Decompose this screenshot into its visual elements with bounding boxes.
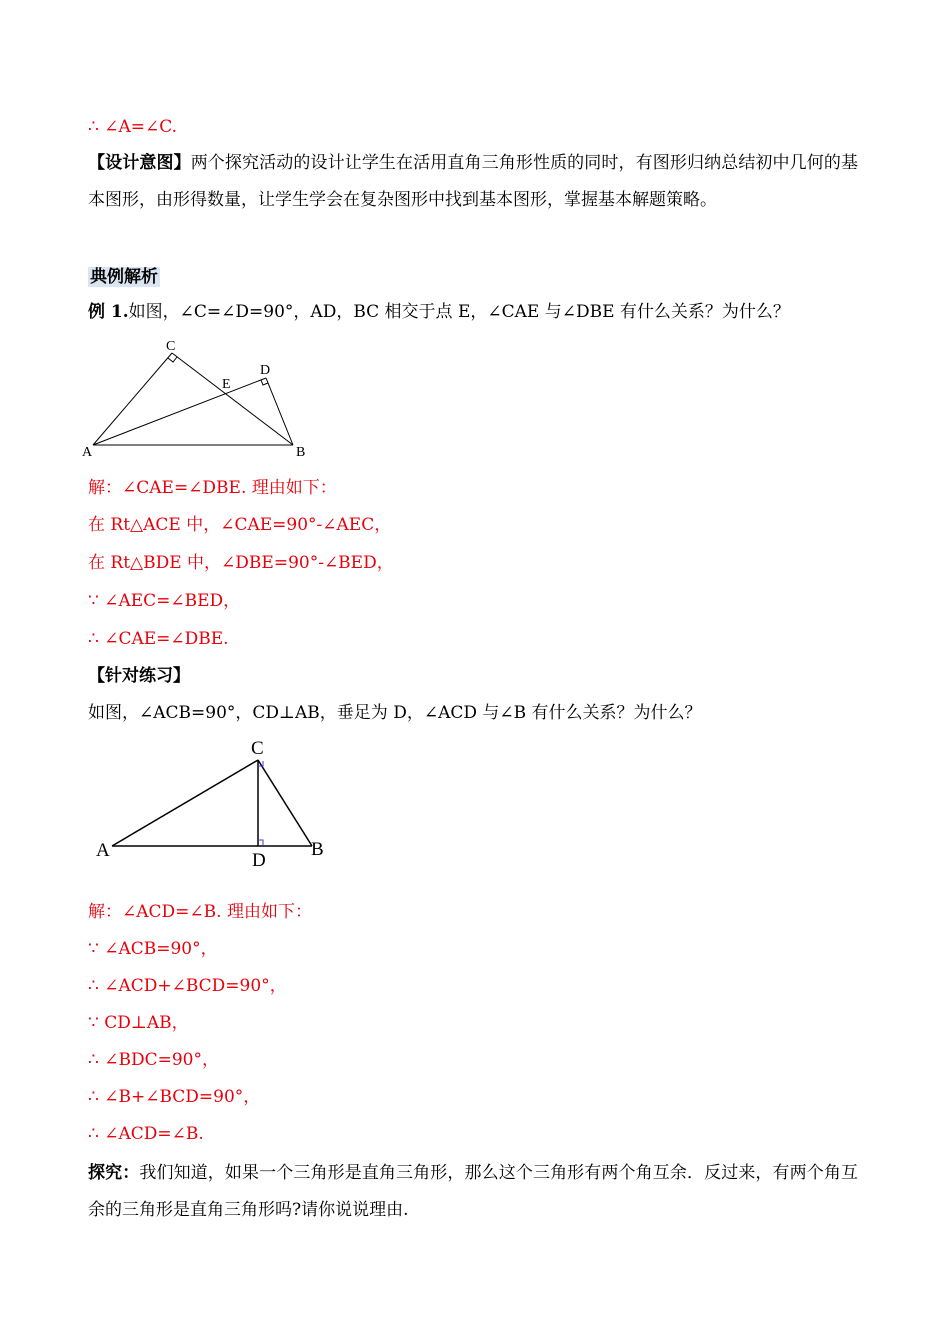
solution2-line-4: ∵ CD⊥AB，	[88, 1013, 189, 1033]
explore-text: 我们知道，如果一个三角形是直角三角形，那么这个三角形有两个角互余．反过来，有两个角互余的三角形是直角三角形吗?请你说说理由.	[88, 1163, 859, 1220]
design-intent-text: 两个探究活动的设计让学生在活用直角三角形性质的同时，有图形归纳总结初中几何的基本图形，由形得数量，让学生学会在复杂图形中找到基本图形，掌握基本解题策略。	[88, 153, 859, 210]
practice-question: 如图，∠ACB=90°，CD⊥AB，垂足为 D，∠ACD 与∠B 有什么关系？为什么？	[88, 703, 702, 723]
segment-ac	[112, 760, 258, 846]
example1-text: 如图，∠C=∠D=90°，AD，BC 相交于点 E，∠CAE 与∠DBE 有什么关系？为什么？	[128, 302, 790, 322]
label-c: C	[251, 738, 264, 759]
example1-question	[88, 300, 790, 324]
design-intent-label: 【设计意图】	[88, 153, 191, 173]
solution2-line-5: ∴ ∠BDC=90°，	[88, 1050, 219, 1070]
label-b: B	[296, 445, 306, 460]
solution1-line-5: ∴ ∠CAE=∠DBE.	[88, 629, 229, 649]
segment-cb	[258, 760, 312, 846]
solution1-line-2: 在 Rt△ACE 中，∠CAE=90°-∠AEC，	[88, 515, 392, 535]
figure-2-diagram	[90, 732, 340, 872]
label-d: D	[252, 850, 266, 871]
solution2-line-2: ∵ ∠ACB=90°，	[88, 939, 218, 959]
figure-1-diagram	[80, 332, 320, 462]
example1-label: 例 1.	[88, 302, 129, 322]
solution1-line-1: 解：∠CAE=∠DBE. 理由如下：	[88, 478, 337, 498]
segment-ac	[93, 353, 172, 445]
solution2-line-1: 解：∠ACD=∠B. 理由如下：	[88, 902, 312, 922]
label-c: C	[166, 339, 176, 354]
solution1-line-3: 在 Rt△BDE 中，∠DBE=90°-∠BED，	[88, 553, 394, 573]
solution1-line-4: ∵ ∠AEC=∠BED，	[88, 591, 241, 611]
label-e: E	[222, 377, 231, 392]
right-angle-mark-c	[168, 357, 177, 362]
label-b: B	[311, 839, 324, 860]
solution2-line-6: ∴ ∠B+∠BCD=90°，	[88, 1087, 261, 1107]
therefore-a-equals-c: ∴ ∠A=∠C.	[88, 117, 178, 137]
section-heading-text: 典例解析	[90, 267, 158, 287]
practice-heading: 【针对练习】	[88, 666, 190, 686]
explore-label: 探究：	[88, 1163, 140, 1183]
solution2-line-3: ∴ ∠ACD+∠BCD=90°，	[88, 976, 287, 996]
label-d: D	[260, 363, 271, 378]
design-intent-paragraph	[88, 145, 858, 219]
label-a: A	[96, 840, 110, 861]
label-a: A	[82, 445, 93, 460]
segment-ad	[93, 378, 266, 445]
explore-paragraph	[88, 1155, 858, 1229]
section-heading	[88, 265, 160, 289]
solution2-line-7: ∴ ∠ACD=∠B.	[88, 1124, 204, 1144]
